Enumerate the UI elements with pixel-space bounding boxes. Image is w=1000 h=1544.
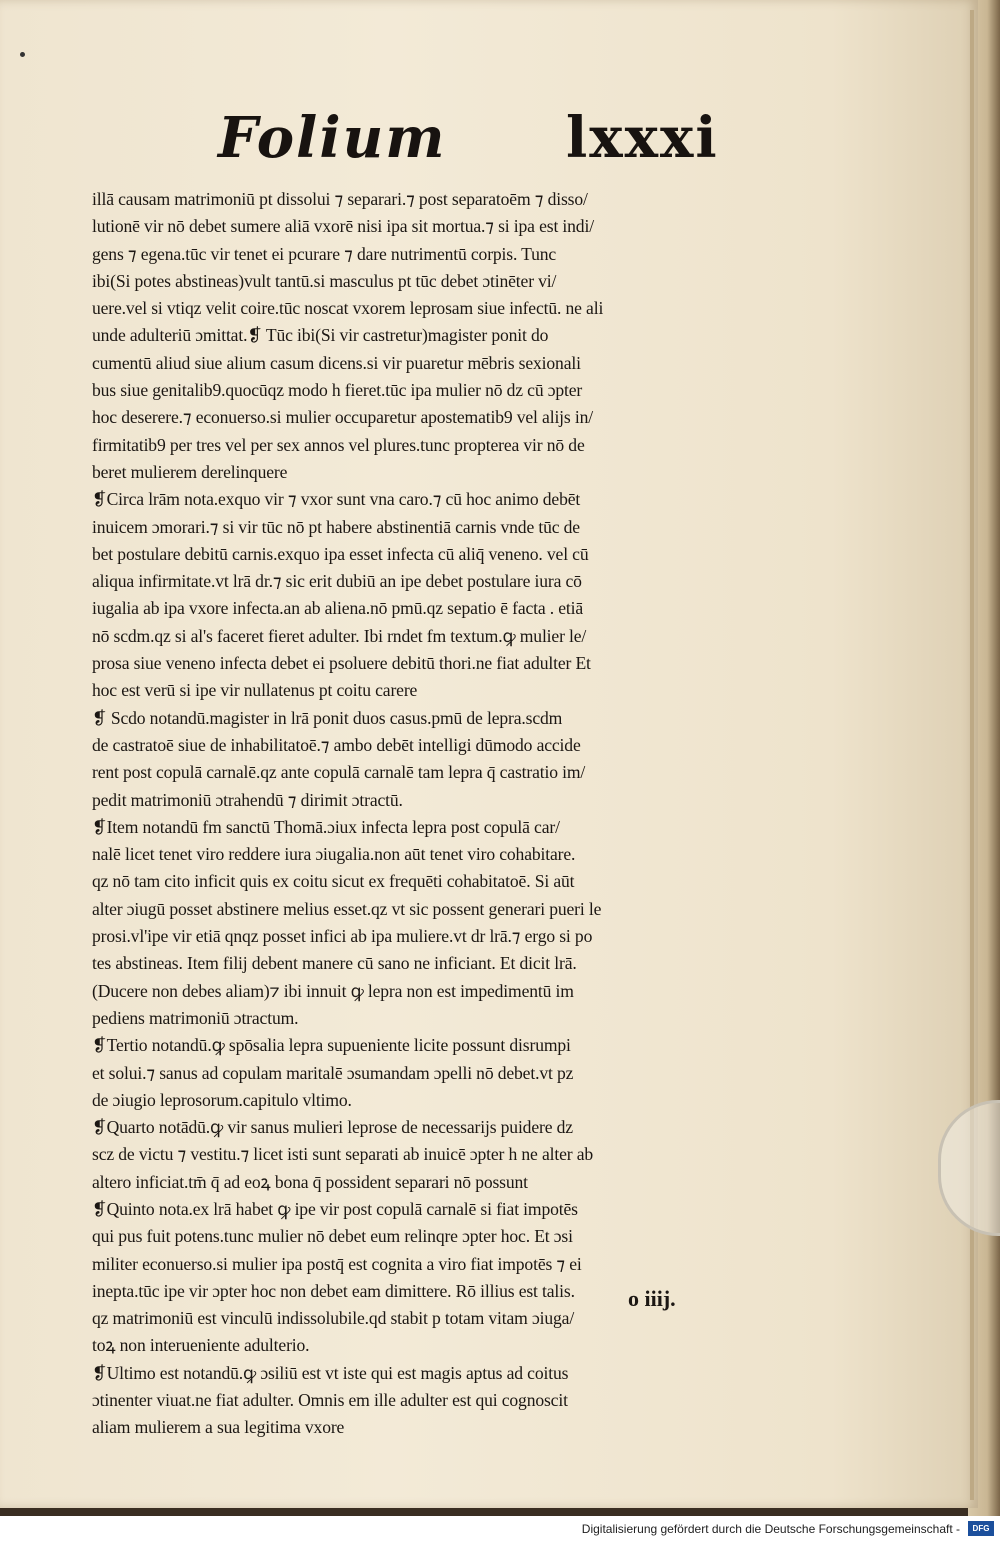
text-line: firmitatib9 per tres vel per sex annos vel plures.tunc propterea vir nō de	[92, 434, 585, 455]
text-line: ❡Tertio notandū.ꝙ spōsalia lepra supueniente licite possunt disrumpi	[92, 1035, 571, 1056]
text-line: pedit matrimoniū ɔtrahendū ⁊ dirimit ɔtractū.	[92, 789, 403, 810]
text-line: bus siue genitalib9.quocūqz modo h fieret.tūc ipa mulier nō dz cū ɔpter	[92, 380, 583, 401]
text-line: pediens matrimoniū ɔtractum.	[92, 1007, 299, 1028]
folio-number: lxxxi	[566, 105, 719, 171]
text-line: hoc est verū si ipe vir nullatenus pt coitu carere	[92, 680, 418, 701]
running-head-folium: Folium	[218, 105, 447, 171]
text-line: uere.vel si vtiqz velit coire.tūc noscat vxorem leprosam siue infectū. ne ali	[92, 298, 604, 319]
text-line: illā causam matrimoniū pt dissolui ⁊ separari.⁊ post separatoēm ⁊ disso/	[92, 189, 588, 209]
text-line: de castratoē siue de inhabilitatoē.⁊ ambo debēt intelligi dūmodo accide	[92, 734, 581, 755]
text-line: beret mulierem derelinquere	[92, 461, 288, 482]
text-line: unde adulteriū ɔmittat.❡ Tūc ibi(Si vir castretur)magister ponit do	[92, 325, 549, 346]
text-line: iugalia ab ipa vxore infecta.an ab aliena.nō pmū.qz sepatio ē facta . etiā	[92, 598, 584, 619]
text-line: nō scdm.qz si al's faceret fieret adulter. Ibi rndet fm textum.ꝙ mulier le/	[92, 625, 587, 646]
text-line: inepta.tūc ipe vir ɔpter hoc non debet eam dimittere. Rō illius est talis.	[92, 1280, 575, 1301]
text-line: lutionē vir nō debet sumere aliā vxorē nisi ipa sit mortua.⁊ si ipa est indi/	[92, 216, 594, 237]
text-line: qz matrimoniū est vinculū indissolubile.qd stabit p totam vitam ɔiuga/	[92, 1308, 575, 1329]
body-text	[92, 186, 792, 1442]
text-line: cumentū aliud siue alium casum dicens.si vir puaretur mēbris sexionali	[92, 352, 581, 373]
footer-bar	[0, 1516, 1000, 1544]
text-line: hoc deserere.⁊ econuerso.si mulier occuparetur apostematib9 vel alijs in/	[92, 407, 593, 428]
dfg-logo: DFG	[968, 1521, 994, 1536]
page-edge	[970, 10, 974, 1500]
ink-dot	[20, 52, 25, 57]
text-line: ɔtinenter viuat.ne fiat adulter. Omnis em ille adulter est qui cognoscit	[92, 1390, 568, 1411]
text-line: qz nō tam cito inficit quis ex coitu sicut ex frequēti cohabitatoē. Si aūt	[92, 871, 575, 892]
text-line: militer econuerso.si mulier ipa postq̄ est cognita a viro fiat impotēs ⁊ ei	[92, 1253, 582, 1274]
text-line: ❡Item notandū fm sanctū Thomā.ɔiux infecta lepra post copulā car/	[92, 816, 560, 837]
text-line: ❡ Scdo notandū.magister in lrā ponit duos casus.pmū de lepra.scdm	[92, 707, 563, 728]
text-line: scz de victu ⁊ vestitu.⁊ licet isti sunt separati ab inuicē ɔpter h ne alter ab	[92, 1144, 594, 1165]
text-line: ❡Circa lrām nota.exquo vir ⁊ vxor sunt vna caro.⁊ cū hoc animo debēt	[92, 489, 581, 510]
funding-credit: Digitalisierung gefördert durch die Deutsche Forschungsgemeinschaft -	[581, 1522, 960, 1536]
text-line: aliqua infirmitate.vt lrā dr.⁊ sic erit dubiū an ipe debet postulare iura cō	[92, 571, 582, 592]
text-line: tes abstineas. Item filij debent manere cū sano ne inficiant. Et dicit lrā.	[92, 953, 577, 974]
text-line: qui pus fuit potens.tunc mulier nō debet eum relinqre ɔpter hoc. Et ɔsi	[92, 1226, 573, 1247]
text-line: alter ɔiugū posset abstinere melius esset.qz vt sic possent generari pueri le	[92, 898, 602, 919]
text-line: ❡Quinto nota.ex lrā habet ꝙ ipe vir post copulā carnalē si fiat impotēs	[92, 1198, 578, 1219]
text-line: prosa siue veneno infecta debet ei psoluere debitū thori.ne fiat adulter Et	[92, 653, 591, 674]
text-line: ❡Ultimo est notandū.ꝙ ɔsiliū est vt iste qui est magis aptus ad coitus	[92, 1362, 569, 1383]
text-line: et solui.⁊ sanus ad copulam maritalē ɔsumandam ɔpelli nō debet.vt pz	[92, 1062, 574, 1083]
text-line: altero inficiat.tm̄ q̄ ad eoꝝ bona q̄ possident separari nō possunt	[92, 1171, 528, 1192]
signature-mark: o iiij.	[628, 1286, 676, 1311]
text-line: rent post copulā carnalē.qz ante copulā carnalē tam lepra q̄ castratio im/	[92, 762, 586, 783]
text-line: toꝝ non interueniente adulterio.	[92, 1335, 310, 1356]
text-line: prosi.vl'ipe vir etiā qnqz posset infici ab ipa muliere.vt dr lrā.⁊ ergo si po	[92, 926, 593, 947]
text-line: (Ducere non debes aliam)⁊ ibi innuit ꝙ lepra non est impedimentū im	[92, 980, 574, 1001]
text-line: de ɔiugio leprosorum.capitulo vltimo.	[92, 1089, 352, 1110]
text-line: bet postulare debitū carnis.exquo ipa esset infecta cū aliq̄ veneno. vel cū	[92, 543, 589, 564]
text-line: ibi(Si potes abstineas)vult tantū.si masculus pt tūc debet ɔtinēter vi/	[92, 270, 557, 291]
text-line: ❡Quarto notādū.ꝙ vir sanus mulieri leprose de necessarijs puidere dz	[92, 1117, 573, 1138]
text-line: aliam mulierem a sua legitima vxore	[92, 1417, 345, 1438]
text-line: inuicem ɔmorari.⁊ si vir tūc nō pt habere abstinentiā carnis vnde tūc de	[92, 516, 580, 537]
text-line: nalē licet tenet viro reddere iura ɔiugalia.non aūt tenet viro cohabitare.	[92, 844, 576, 865]
text-line: gens ⁊ egena.tūc vir tenet ei pcurare ⁊ dare nutrimentū corpis. Tunc	[92, 243, 557, 264]
